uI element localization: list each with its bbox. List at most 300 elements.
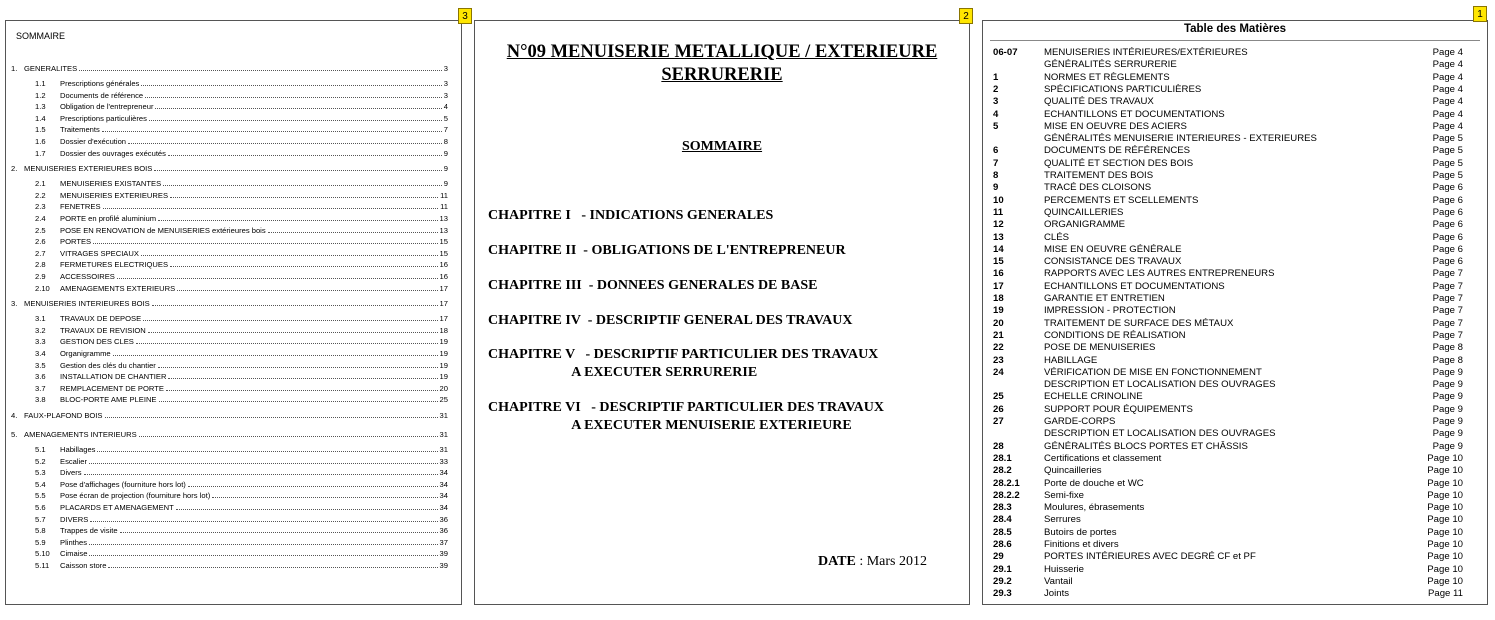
toc-row-label: Quincailleries [1044, 465, 1102, 477]
toc-row-page: Page 4 [1432, 108, 1463, 120]
dot-leader [97, 444, 437, 452]
toc-row-page: Page 7 [1432, 293, 1463, 304]
toc-row-number: 24 [993, 366, 1004, 378]
entry-number: 3.8 [35, 395, 46, 405]
entry-label: Prescriptions particulières [60, 113, 147, 123]
sommaire-title: SOMMAIRE [16, 31, 66, 41]
entry-number: 3.5 [35, 360, 46, 370]
toc-row-page: Page 9 [1432, 403, 1463, 415]
entry-number: 1.1 [35, 79, 46, 88]
sommaire-subsection [11, 236, 448, 247]
toc-row-label: Moulures, ébrasements [1044, 502, 1145, 514]
toc-row-page: Page 8 [1432, 342, 1463, 354]
entry-page: 37 [439, 537, 448, 547]
sommaire-subsection [11, 313, 448, 324]
toc-row-number: 28 [993, 440, 1004, 452]
dot-leader [168, 148, 442, 156]
toc-row-number: 1 [993, 71, 999, 83]
entry-page: 17 [439, 299, 448, 309]
toc-row-number: 28.2 [993, 465, 1012, 477]
sommaire-subsection [11, 271, 448, 282]
dot-leader [145, 90, 442, 98]
dot-leader [105, 410, 438, 418]
entry-number: 2.10 [35, 283, 50, 293]
entry-page: 19 [439, 360, 448, 370]
dot-leader [84, 467, 438, 475]
toc-row-number: 19 [993, 305, 1004, 317]
dot-leader [102, 124, 442, 132]
entry-page: 34 [439, 491, 448, 501]
toc-row-number: 28.1 [993, 452, 1012, 464]
entry-label: FERMETURES ELECTRIQUES [60, 260, 169, 270]
toc-row-number: 15 [993, 256, 1004, 268]
sommaire-subsection [11, 90, 448, 101]
entry-label: TRAVAUX DE DEPOSE [60, 314, 142, 324]
entry-label: Escalier [60, 456, 88, 466]
entry-label: GENERALITES [24, 64, 78, 73]
table-of-contents-page [982, 20, 1488, 605]
toc-row-label: GÉNÉRALITÉS SERRURERIE [1044, 59, 1177, 71]
toc-row-number: 28.3 [993, 502, 1012, 514]
dot-leader [141, 248, 438, 256]
toc-row-page: Page 4 [1432, 47, 1463, 58]
entry-label: MENUISERIES EXTERIEURES [60, 190, 169, 200]
toc-row-number: 8 [993, 170, 999, 181]
toc-row-number: 13 [993, 231, 1004, 243]
entry-page: 7 [443, 125, 448, 135]
dot-leader [89, 537, 438, 545]
entry-page: 20 [439, 383, 448, 393]
entry-number: 5.7 [35, 514, 46, 524]
entry-number: 2.1 [35, 179, 46, 189]
toc-row-label: MISE EN OEUVRE DES ACIERS [1044, 120, 1187, 132]
chapter-heading: CHAPITRE VI - DESCRIPTIF PARTICULIER DES TRAVAUX A EXECUTER MENUISERIE EXTERIEURE [488, 400, 884, 433]
toc-row-number: 18 [993, 293, 1004, 304]
toc-row-label: Butoirs de portes [1044, 526, 1117, 538]
toc-title-rule [990, 40, 1480, 41]
entry-number: 3.2 [35, 325, 46, 335]
entry-page: 34 [439, 479, 448, 489]
toc-row-number: 9 [993, 182, 999, 194]
entry-page: 5 [443, 113, 448, 123]
entry-label: DIVERS [60, 514, 89, 524]
entry-number: 5.8 [35, 526, 46, 536]
toc-row-label: ORGANIGRAMME [1044, 219, 1126, 231]
sommaire-subsection [11, 201, 448, 212]
entry-page: 19 [439, 349, 448, 358]
entry-label: MENUISERIES EXISTANTES [60, 179, 162, 189]
entry-number: 5.3 [35, 468, 46, 478]
toc-row-page: Page 5 [1432, 145, 1463, 157]
entry-label: Trappes de visite [60, 526, 118, 536]
sommaire-subsection [11, 259, 448, 270]
dot-leader [268, 225, 438, 233]
toc-row-label: VÉRIFICATION DE MISE EN FONCTIONNEMENT [1044, 366, 1262, 378]
entry-label: ACCESSOIRES [60, 272, 115, 281]
entry-page: 36 [439, 526, 448, 536]
sommaire-subsection [11, 560, 448, 571]
entry-label: TRAVAUX DE REVISION [60, 325, 146, 335]
toc-row-number: 14 [993, 243, 1004, 255]
toc-row-label: Joints [1044, 588, 1070, 600]
entry-number: 2.2 [35, 190, 46, 200]
toc-row-number: 25 [993, 391, 1004, 403]
entry-number: 1.2 [35, 90, 46, 100]
toc-row-page: Page 5 [1432, 133, 1463, 145]
dot-leader [152, 298, 438, 306]
date-value: : Mars 2012 [855, 554, 927, 569]
sommaire-subsection [11, 394, 448, 405]
toc-row-number: 7 [993, 157, 999, 169]
sommaire-subsection [11, 113, 448, 124]
dot-leader [177, 283, 437, 291]
sommaire-subsection [11, 548, 448, 559]
entry-label: Obligation de l'entrepreneur [60, 102, 154, 112]
toc-row-label: GÉNÉRALITÉS MENUISERIE INTERIEURES - EXTERIEURES [1044, 133, 1317, 145]
entry-page: 11 [440, 202, 448, 212]
toc-row-page: Page 6 [1432, 231, 1463, 243]
toc-row-page: Page 4 [1432, 96, 1463, 108]
sommaire-subsection [11, 190, 448, 201]
dot-leader [136, 336, 438, 344]
entry-label: PORTES [60, 237, 92, 247]
toc-row-number: 3 [993, 96, 999, 108]
sommaire-subsection [11, 178, 448, 189]
entry-page: 8 [443, 137, 448, 146]
entry-label: REMPLACEMENT DE PORTE [60, 383, 164, 393]
entry-label: BLOC-PORTE AME PLEINE [60, 395, 157, 405]
entry-label: Dossier des ouvrages exécutés [60, 148, 166, 158]
toc-row-number: 21 [993, 329, 1004, 341]
entry-page: 15 [439, 237, 448, 247]
dot-leader [89, 456, 438, 464]
toc-row-label: HABILLAGE [1044, 354, 1098, 366]
toc-row-page: Page 6 [1432, 256, 1463, 268]
entry-page: 31 [439, 430, 448, 439]
cover-sommaire-heading: SOMMAIRE [681, 139, 763, 154]
dot-leader [158, 213, 437, 221]
page-number-badge-1: 1 [1473, 6, 1487, 22]
sommaire-subsection [11, 383, 448, 394]
sommaire-subsection [11, 213, 448, 224]
toc-row-page: Page 10 [1427, 514, 1463, 526]
entry-page: 19 [439, 372, 448, 382]
page-number-badge-2: 2 [959, 8, 973, 24]
toc-row-number: 29.3 [993, 588, 1012, 600]
entry-label: INSTALLATION DE CHANTIER [60, 372, 167, 382]
toc-row-number: 2 [993, 83, 999, 95]
entry-label: Traitements [60, 125, 100, 135]
cover-title-line1: N°09 MENUISERIE METALLIQUE / EXTERIEURE [506, 42, 938, 62]
dot-leader [93, 236, 437, 244]
entry-label: FAUX-PLAFOND BOIS [24, 411, 103, 420]
toc-row-label: MENUISERIES INTÉRIEURES/EXTÉRIEURES [1044, 47, 1248, 58]
entry-label: Documents de référence [60, 90, 144, 100]
sommaire-page [5, 20, 462, 605]
sommaire-subsection [11, 537, 448, 548]
toc-row-page: Page 8 [1432, 354, 1463, 366]
entry-page: 9 [443, 164, 448, 174]
sommaire-subsection [11, 467, 448, 478]
sommaire-section [11, 429, 448, 440]
toc-row-label: NORMES ET RÈGLEMENTS [1044, 71, 1170, 83]
toc-row-page: Page 10 [1427, 539, 1463, 550]
entry-number: 4. [11, 411, 18, 420]
sommaire-subsection [11, 456, 448, 467]
toc-row-number: 26 [993, 403, 1004, 415]
toc-row-page: Page 9 [1432, 366, 1463, 378]
dot-leader [128, 136, 442, 144]
entry-number: 2.8 [35, 260, 46, 270]
toc-row-page: Page 10 [1427, 502, 1463, 514]
toc-row-page: Page 4 [1432, 59, 1463, 71]
toc-row-page: Page 10 [1427, 465, 1463, 477]
toc-row-number: 28.4 [993, 514, 1012, 526]
toc-row-page: Page 10 [1427, 551, 1463, 563]
toc-row-number: 29 [993, 551, 1004, 563]
dot-leader [103, 201, 439, 209]
toc-row-number: 06-07 [993, 47, 1018, 58]
date-label: DATE [817, 554, 856, 569]
dot-leader [89, 548, 437, 556]
entry-label: MENUISERIES INTERIEURES BOIS [24, 299, 150, 309]
toc-row-page: Page 7 [1432, 317, 1463, 329]
sommaire-subsection [11, 502, 448, 513]
toc-row-label: POSE DE MENUISERIES [1044, 342, 1156, 354]
entry-number: 5.4 [35, 479, 46, 489]
entry-page: 13 [439, 214, 448, 223]
sommaire-subsection [11, 336, 448, 347]
toc-title: Table des Matières [1183, 23, 1287, 35]
toc-row-page: Page 10 [1427, 563, 1463, 575]
entry-page: 13 [439, 225, 448, 235]
entry-number: 3. [11, 299, 18, 309]
toc-row-page: Page 9 [1432, 391, 1463, 403]
toc-row-number: 28.6 [993, 539, 1012, 550]
entry-label: Pose écran de projection (fourniture hors lot) [60, 491, 211, 501]
dot-leader [148, 325, 438, 333]
dot-leader [158, 360, 438, 368]
toc-row-number: 11 [993, 206, 1004, 218]
dot-leader [139, 429, 438, 437]
entry-page: 9 [443, 148, 448, 158]
toc-row-number: 29.2 [993, 575, 1012, 587]
toc-row-number: 4 [993, 108, 999, 120]
sommaire-subsection [11, 225, 448, 236]
sommaire-section [11, 63, 448, 74]
dot-leader [108, 560, 437, 568]
toc-row-number: 28.5 [993, 526, 1012, 538]
entry-number: 5.10 [35, 549, 50, 559]
toc-row-page: Page 10 [1427, 489, 1463, 501]
cover-title-line2: SERRURERIE [661, 65, 783, 85]
toc-row-label: TRAITEMENT DES BOIS [1044, 170, 1154, 181]
entry-label: Dossier d'exécution [60, 137, 127, 146]
sommaire-subsection [11, 78, 448, 89]
sommaire-subsection [11, 514, 448, 525]
entry-number: 2.4 [35, 214, 46, 223]
entry-page: 9 [443, 179, 448, 189]
toc-row-number: 5 [993, 120, 999, 132]
sommaire-subsection [11, 348, 448, 359]
toc-row-label: SPÉCIFICATIONS PARTICULIÈRES [1044, 83, 1202, 95]
toc-row-label: Certifications et classement [1044, 452, 1162, 464]
entry-page: 33 [439, 456, 448, 466]
toc-row-label: ECHELLE CRINOLINE [1044, 391, 1143, 403]
toc-row-page: Page 9 [1432, 440, 1463, 452]
toc-row-page: Page 6 [1432, 182, 1463, 194]
entry-page: 17 [439, 283, 448, 293]
entry-label: Plinthes [60, 537, 88, 547]
dot-leader [117, 271, 438, 279]
entry-label: AMENAGEMENTS EXTERIEURS [60, 283, 176, 293]
entry-number: 1. [11, 64, 18, 73]
entry-page: 39 [439, 549, 448, 559]
toc-row-label: TRAITEMENT DE SURFACE DES MÉTAUX [1044, 317, 1234, 329]
toc-row-label: RAPPORTS AVEC LES AUTRES ENTREPRENEURS [1044, 268, 1275, 280]
toc-row-label: CONDITIONS DE RÉALISATION [1044, 329, 1186, 341]
entry-label: PLACARDS ET AMENAGEMENT [60, 503, 174, 512]
dot-leader [154, 163, 441, 171]
entry-page: 3 [443, 90, 448, 100]
toc-row-page: Page 10 [1427, 452, 1463, 464]
entry-label: Prescriptions générales [60, 79, 140, 88]
entry-number: 2.6 [35, 237, 46, 247]
toc-row-label: Finitions et divers [1044, 539, 1119, 550]
entry-number: 5.11 [35, 561, 50, 570]
toc-row-label: QUALITÉ DES TRAVAUX [1044, 96, 1154, 108]
toc-row-label: CONSISTANCE DES TRAVAUX [1044, 256, 1182, 268]
toc-row-number: 10 [993, 194, 1004, 206]
entry-label: VITRAGES SPECIAUX [60, 248, 139, 258]
entry-number: 1.6 [35, 137, 46, 146]
toc-row-label: IMPRESSION - PROTECTION [1044, 305, 1176, 317]
dot-leader [155, 101, 441, 109]
toc-row-label: GÉNÉRALITÉS BLOCS PORTES ET CHÂSSIS [1044, 440, 1248, 452]
entry-number: 2.7 [35, 248, 46, 258]
toc-row-label: QUINCAILLERIES [1044, 206, 1124, 218]
toc-row-label: Porte de douche et WC [1044, 477, 1144, 489]
toc-row-page: Page 7 [1432, 329, 1463, 341]
entry-page: 18 [439, 325, 448, 335]
entry-label: Caisson store [60, 561, 107, 570]
toc-row-page: Page 7 [1432, 280, 1463, 292]
cover-page [474, 20, 970, 605]
toc-row-page: Page 6 [1432, 243, 1463, 255]
toc-row-number: 20 [993, 317, 1004, 329]
entry-label: Habillages [60, 445, 96, 454]
toc-row-number: 27 [993, 416, 1004, 427]
entry-page: 34 [439, 503, 448, 512]
toc-row-page: Page 5 [1432, 157, 1463, 169]
toc-row-page: Page 4 [1432, 71, 1463, 83]
sommaire-subsection [11, 283, 448, 294]
toc-row-page: Page 7 [1432, 305, 1463, 317]
toc-row-label: SUPPORT POUR ÉQUIPEMENTS [1044, 403, 1193, 415]
entry-number: 5.2 [35, 456, 46, 466]
toc-row-page: Page 9 [1432, 416, 1463, 427]
dot-leader [143, 313, 437, 321]
toc-row-page: Page 9 [1432, 428, 1463, 440]
entry-label: MENUISERIES EXTERIEURES BOIS [24, 164, 153, 174]
entry-number: 2.9 [35, 272, 46, 281]
toc-row-page: Page 7 [1432, 268, 1463, 280]
entry-page: 16 [439, 272, 448, 281]
entry-number: 3.6 [35, 372, 46, 382]
toc-row-label: GARDE-CORPS [1044, 416, 1116, 427]
entry-label: Organigramme [60, 349, 111, 358]
entry-number: 3.1 [35, 314, 46, 324]
dot-leader [163, 178, 442, 186]
toc-row-page: Page 6 [1432, 206, 1463, 218]
entry-page: 31 [439, 411, 448, 420]
entry-page: 25 [439, 395, 448, 405]
chapter-heading: CHAPITRE III - DONNEES GENERALES DE BASE [488, 278, 818, 293]
sommaire-subsection [11, 490, 448, 501]
toc-row-number: 23 [993, 354, 1004, 366]
entry-label: POSE EN RENOVATION de MENUISERIES extérieures bois [60, 225, 266, 235]
entry-number: 3.7 [35, 383, 46, 393]
chapter-heading: CHAPITRE IV - DESCRIPTIF GENERAL DES TRAVAUX [488, 313, 853, 328]
entry-label: AMENAGEMENTS INTERIEURS [24, 430, 137, 439]
dot-leader [120, 525, 438, 533]
page-number-badge-3: 3 [458, 8, 472, 24]
toc-row-label: TRACÉ DES CLOISONS [1044, 182, 1152, 194]
toc-row-label: Vantail [1044, 575, 1073, 587]
entry-page: 3 [443, 64, 448, 73]
dot-leader [90, 514, 437, 522]
toc-row-number: 6 [993, 145, 999, 157]
entry-number: 1.3 [35, 102, 46, 112]
toc-row-label: QUALITÉ ET SECTION DES BOIS [1044, 157, 1194, 169]
dot-leader [79, 63, 442, 71]
entry-page: 36 [439, 514, 448, 524]
entry-label: Divers [60, 468, 82, 478]
entry-page: 16 [439, 260, 448, 270]
entry-page: 34 [439, 468, 448, 478]
entry-label: FENETRES [60, 202, 101, 212]
entry-page: 17 [439, 314, 448, 324]
toc-row-page: Page 10 [1427, 477, 1463, 489]
chapter-heading: CHAPITRE I - INDICATIONS GENERALES [488, 208, 774, 223]
entry-number: 5.6 [35, 503, 46, 512]
toc-row-label: Huisserie [1044, 563, 1084, 575]
entry-label: PORTE en profilé aluminium [60, 214, 157, 223]
toc-row-page: Page 5 [1432, 170, 1463, 181]
sommaire-section [11, 410, 448, 421]
sommaire-subsection [11, 479, 448, 490]
entry-page: 11 [440, 190, 448, 200]
entry-label: Gestion des clés du chantier [60, 360, 156, 370]
toc-row-label: GARANTIE ET ENTRETIEN [1044, 293, 1165, 304]
entry-page: 31 [439, 445, 448, 454]
sommaire-subsection [11, 148, 448, 159]
document-date [818, 554, 927, 570]
entry-number: 1.7 [35, 148, 46, 158]
toc-row-page: Page 10 [1427, 526, 1463, 538]
toc-row-label: PERCEMENTS ET SCELLEMENTS [1044, 194, 1199, 206]
entry-page: 4 [443, 102, 448, 112]
toc-row-label: Serrures [1044, 514, 1081, 526]
toc-row-number: 28.2.1 [993, 477, 1020, 489]
dot-leader [212, 490, 437, 498]
dot-leader [170, 259, 438, 267]
sommaire-section [11, 163, 448, 174]
toc-row-page: Page 4 [1432, 83, 1463, 95]
dot-leader [149, 113, 442, 121]
toc-row-label: DESCRIPTION ET LOCALISATION DES OUVRAGES [1044, 379, 1276, 391]
entry-label: Pose d'affichages (fourniture hors lot) [60, 479, 186, 489]
